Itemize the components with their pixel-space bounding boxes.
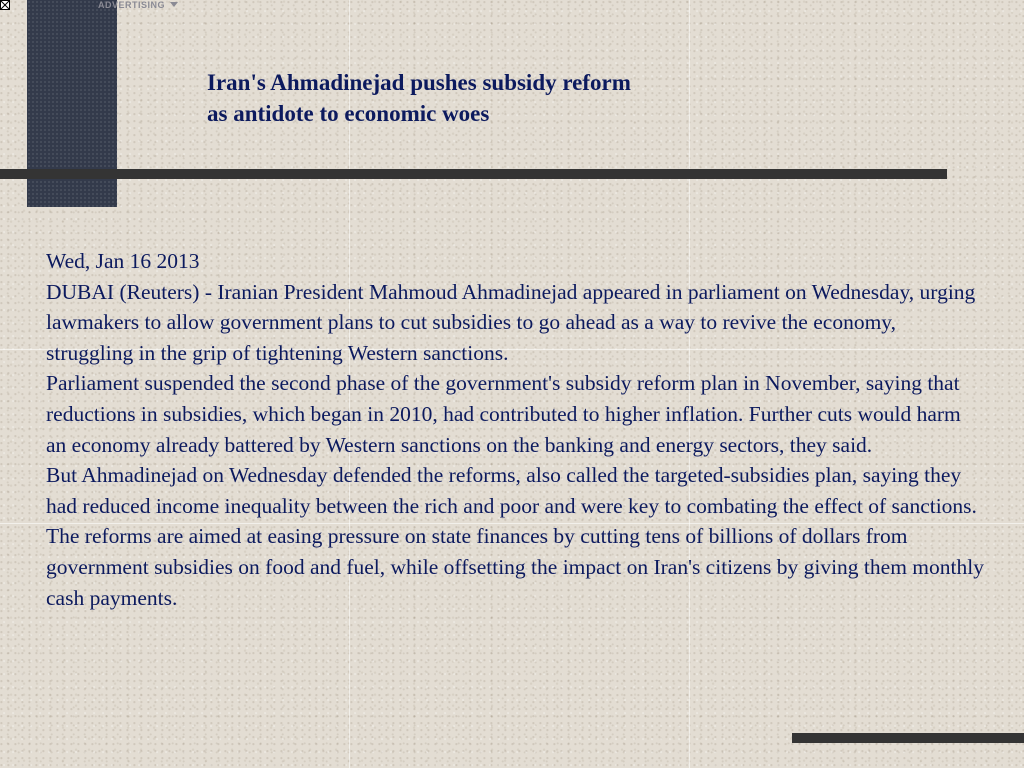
- article-paragraph: DUBAI (Reuters) - Iranian President Mahmoud Ahmadinejad appeared in parliament on Wednesday, urging lawmakers to allow government plans to cut subsidies to go ahead as a way to revive the economy, struggling in the grip of tightening Western sanctions.: [46, 279, 976, 365]
- article-body: [46, 246, 986, 613]
- footer-rule: [792, 733, 1024, 743]
- header-rule: [0, 169, 947, 179]
- broken-image-icon: [0, 0, 10, 10]
- chevron-down-icon: [170, 2, 178, 7]
- page-title-line-2: as antidote to economic woes: [207, 101, 490, 126]
- article-paragraph: The reforms are aimed at easing pressure on state finances by cutting tens of billions of dollars from government subsidies on food and fuel, while offsetting the impact on Iran's citizens by giving them monthly cash payments.: [46, 524, 984, 610]
- page-title-line-1: Iran's Ahmadinejad pushes subsidy reform: [207, 70, 631, 95]
- advertising-label-text: ADVERTISING: [98, 0, 166, 10]
- page-title: [207, 67, 727, 129]
- article-date: Wed, Jan 16 2013: [46, 249, 200, 273]
- advertising-label[interactable]: [98, 0, 178, 11]
- article-paragraph: Parliament suspended the second phase of the government's subsidy reform plan in November, saying that reductions in subsidies, which began in 2010, had contributed to higher inflation. Further cuts would harm an economy already battered by Western sanctions on the banking and energy sectors, they said.: [46, 371, 961, 457]
- article-paragraph: But Ahmadinejad on Wednesday defended the reforms, also called the targeted-subsidies plan, saying they had reduced income inequality between the rich and poor and were key to combating the effect of sanctions.: [46, 463, 977, 518]
